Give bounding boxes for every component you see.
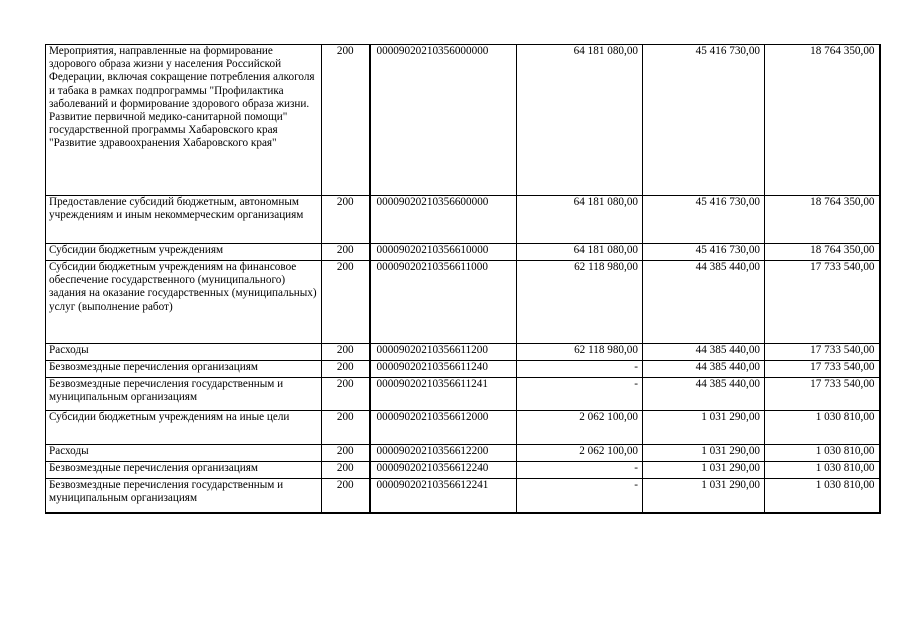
row-name-cell: Расходы	[46, 445, 322, 462]
row-name-cell: Безвозмездные перечисления государственным и муниципальным организациям	[46, 378, 322, 411]
row-kbk-cell: 00009020210356612200	[370, 445, 517, 462]
table-row	[46, 445, 880, 462]
table-row	[46, 344, 880, 361]
row-approved-cell: -	[517, 378, 643, 411]
row-remaining-cell: 1 030 810,00	[765, 479, 880, 513]
budget-table	[45, 44, 881, 514]
row-executed-cell: 44 385 440,00	[643, 261, 765, 344]
row-kbk-cell: 00009020210356612000	[370, 411, 517, 445]
row-approved-cell: -	[517, 479, 643, 513]
row-remaining-cell: 17 733 540,00	[765, 261, 880, 344]
row-kbk-cell: 00009020210356611240	[370, 361, 517, 378]
row-kbk-cell: 00009020210356600000	[370, 196, 517, 244]
row-name-cell: Безвозмездные перечисления государственным и муниципальным организациям	[46, 479, 322, 513]
table-row	[46, 462, 880, 479]
row-approved-cell: 64 181 080,00	[517, 244, 643, 261]
row-code-cell: 200	[322, 462, 370, 479]
row-code-cell: 200	[322, 244, 370, 261]
row-remaining-cell: 1 030 810,00	[765, 411, 880, 445]
row-executed-cell: 45 416 730,00	[643, 244, 765, 261]
table-row	[46, 361, 880, 378]
row-approved-cell: 64 181 080,00	[517, 196, 643, 244]
row-executed-cell: 1 031 290,00	[643, 462, 765, 479]
row-executed-cell: 1 031 290,00	[643, 411, 765, 445]
row-remaining-cell: 1 030 810,00	[765, 462, 880, 479]
row-kbk-cell: 00009020210356610000	[370, 244, 517, 261]
row-remaining-cell: 18 764 350,00	[765, 45, 880, 196]
row-code-cell: 200	[322, 196, 370, 244]
row-remaining-cell: 1 030 810,00	[765, 445, 880, 462]
row-executed-cell: 1 031 290,00	[643, 479, 765, 513]
row-code-cell: 200	[322, 261, 370, 344]
row-approved-cell: 2 062 100,00	[517, 411, 643, 445]
row-remaining-cell: 18 764 350,00	[765, 196, 880, 244]
row-approved-cell: 2 062 100,00	[517, 445, 643, 462]
row-code-cell: 200	[322, 479, 370, 513]
row-name-cell: Субсидии бюджетным учреждениям	[46, 244, 322, 261]
table-row	[46, 244, 880, 261]
table-row	[46, 261, 880, 344]
table-row	[46, 45, 880, 196]
row-approved-cell: 64 181 080,00	[517, 45, 643, 196]
table-row	[46, 411, 880, 445]
row-code-cell: 200	[322, 445, 370, 462]
row-remaining-cell: 17 733 540,00	[765, 378, 880, 411]
row-name-cell: Предоставление субсидий бюджетным, автономным учреждениям и иным некоммерческим организациям	[46, 196, 322, 244]
row-remaining-cell: 17 733 540,00	[765, 361, 880, 378]
row-executed-cell: 45 416 730,00	[643, 45, 765, 196]
table-row	[46, 196, 880, 244]
row-kbk-cell: 00009020210356611241	[370, 378, 517, 411]
row-name-cell: Субсидии бюджетным учреждениям на иные цели	[46, 411, 322, 445]
row-code-cell: 200	[322, 344, 370, 361]
row-approved-cell: 62 118 980,00	[517, 261, 643, 344]
row-executed-cell: 45 416 730,00	[643, 196, 765, 244]
row-code-cell: 200	[322, 411, 370, 445]
row-kbk-cell: 00009020210356612240	[370, 462, 517, 479]
table-row	[46, 479, 880, 513]
row-kbk-cell: 00009020210356000000	[370, 45, 517, 196]
row-code-cell: 200	[322, 45, 370, 196]
row-name-cell: Мероприятия, направленные на формирование здорового образа жизни у населения Российской Федерации, включая сокращение потребления алкоголя и табака в рамках подпрограммы "Профилактика заболеваний и формирование здорового образа жизни. Развитие первичной медико-санитарной помощи" государственной программы Хабаровского края "Развитие здравоохранения Хабаровского края"	[46, 45, 322, 196]
row-kbk-cell: 00009020210356612241	[370, 479, 517, 513]
row-name-cell: Субсидии бюджетным учреждениям на финансовое обеспечение государственного (муниципального) задания на оказание государственных (муниципальных) услуг (выполнение работ)	[46, 261, 322, 344]
row-name-cell: Безвозмездные перечисления организациям	[46, 462, 322, 479]
row-remaining-cell: 17 733 540,00	[765, 344, 880, 361]
row-kbk-cell: 00009020210356611000	[370, 261, 517, 344]
row-approved-cell: -	[517, 462, 643, 479]
table-row	[46, 378, 880, 411]
row-approved-cell: -	[517, 361, 643, 378]
row-name-cell: Расходы	[46, 344, 322, 361]
row-kbk-cell: 00009020210356611200	[370, 344, 517, 361]
row-executed-cell: 44 385 440,00	[643, 378, 765, 411]
row-remaining-cell: 18 764 350,00	[765, 244, 880, 261]
row-name-cell: Безвозмездные перечисления организациям	[46, 361, 322, 378]
row-code-cell: 200	[322, 361, 370, 378]
row-executed-cell: 1 031 290,00	[643, 445, 765, 462]
row-code-cell: 200	[322, 378, 370, 411]
row-approved-cell: 62 118 980,00	[517, 344, 643, 361]
row-executed-cell: 44 385 440,00	[643, 361, 765, 378]
row-executed-cell: 44 385 440,00	[643, 344, 765, 361]
